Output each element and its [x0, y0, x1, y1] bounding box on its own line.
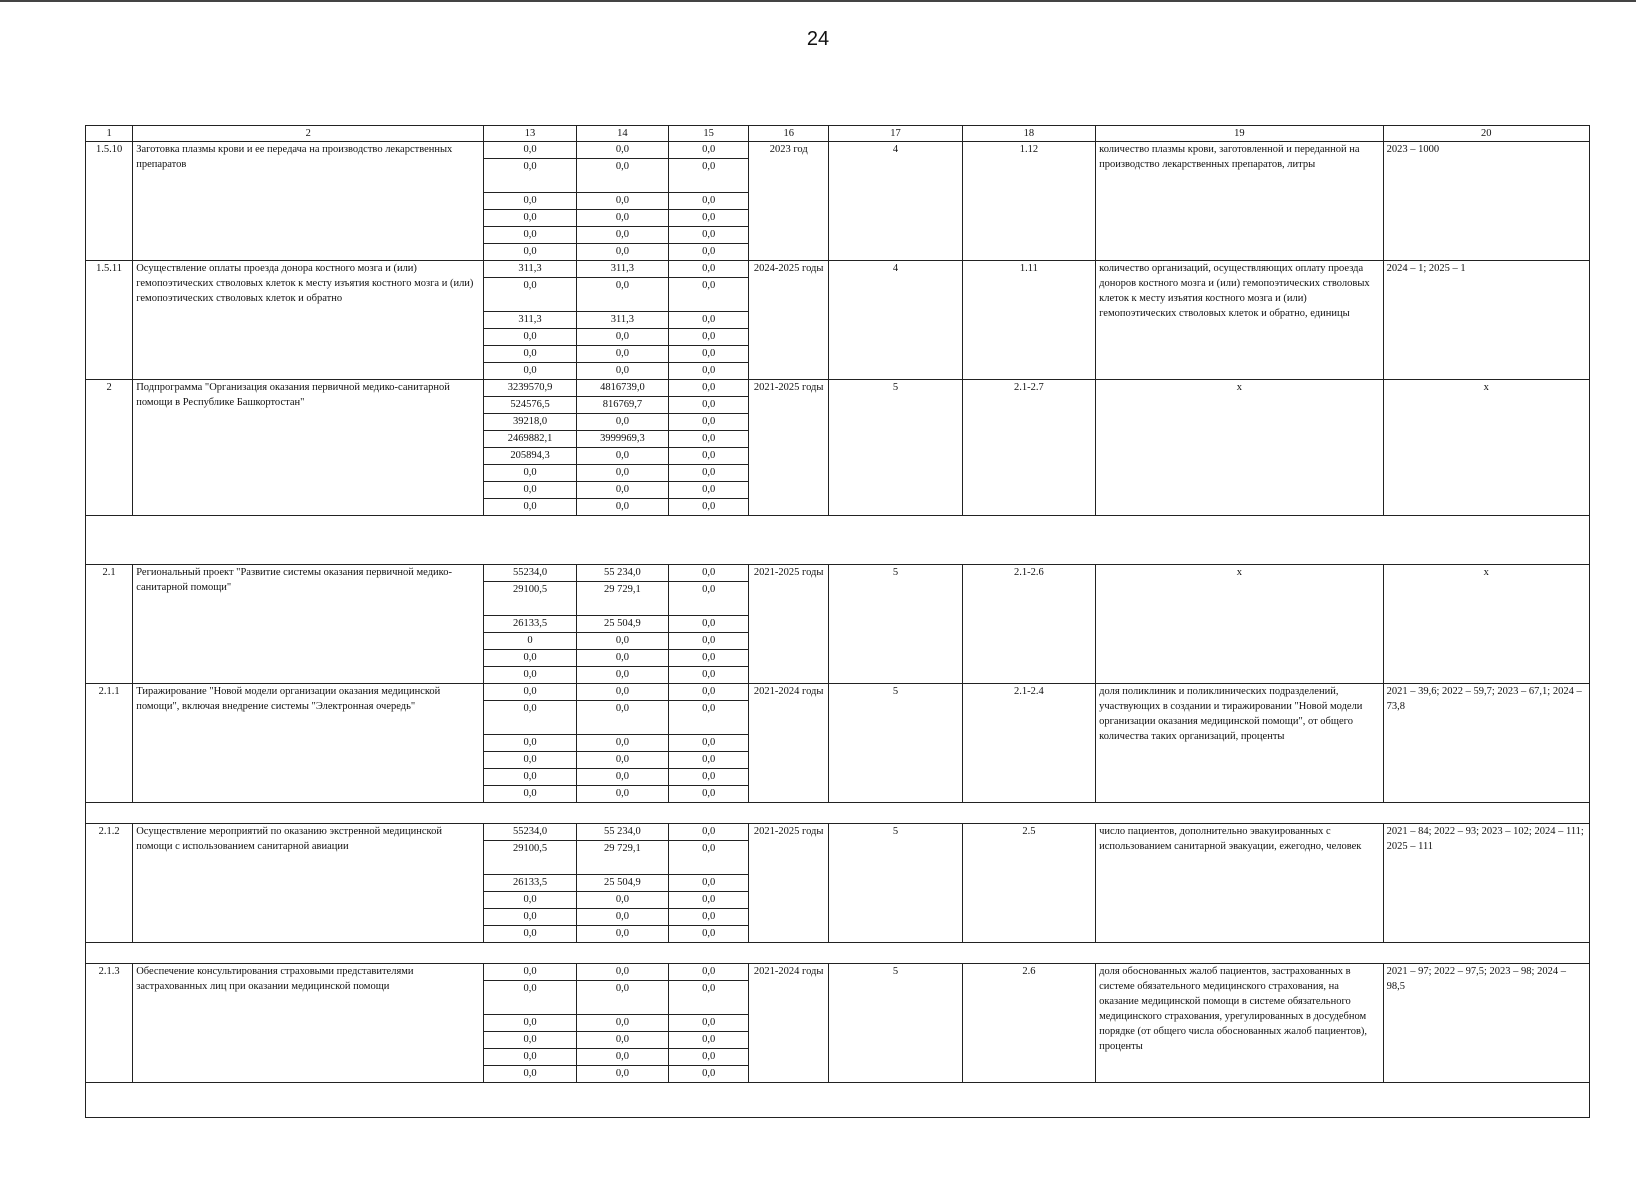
amount-cell: 0,0: [484, 210, 576, 227]
column-18-cell: 2.1-2.4: [962, 684, 1095, 803]
amount-cell: 0,0: [669, 701, 749, 735]
amount-cell: 0,0: [484, 142, 576, 159]
amount-cell: 0,0: [484, 363, 576, 380]
amount-cell: 0,0: [669, 499, 749, 516]
period-cell: 2021-2024 годы: [749, 684, 829, 803]
amount-cell: 816769,7: [576, 397, 668, 414]
page-number: 24: [806, 28, 830, 50]
amount-cell: 29 729,1: [576, 582, 668, 616]
column-17-cell: 4: [829, 261, 962, 380]
amount-cell: 0,0: [669, 824, 749, 841]
amount-cell: 0,0: [669, 752, 749, 769]
amount-cell: 0,0: [669, 1032, 749, 1049]
item-name: Заготовка плазмы крови и ее передача на производство лекарственных препаратов: [133, 142, 484, 261]
amount-cell: 0,0: [484, 499, 576, 516]
column-18-cell: 2.1-2.7: [962, 380, 1095, 516]
amount-cell: 0,0: [576, 210, 668, 227]
amount-cell: 0,0: [576, 278, 668, 312]
header-cell: 16: [749, 126, 829, 142]
amount-cell: 0,0: [669, 565, 749, 582]
amount-cell: 0,0: [484, 735, 576, 752]
spacer-row: [86, 803, 1590, 824]
amount-cell: 0,0: [576, 193, 668, 210]
amount-cell: 0,0: [484, 159, 576, 193]
amount-cell: 0,0: [669, 582, 749, 616]
item-code: 2.1.2: [86, 824, 133, 943]
item-name: Осуществление мероприятий по оказанию экстренной медицинской помощи с использованием санитарной авиации: [133, 824, 484, 943]
amount-cell: 0,0: [576, 159, 668, 193]
column-18-cell: 1.11: [962, 261, 1095, 380]
amount-cell: 0,0: [576, 926, 668, 943]
column-17-cell: 5: [829, 565, 962, 684]
item-code: 2.1.1: [86, 684, 133, 803]
table-row: [86, 261, 1590, 278]
amount-cell: 39218,0: [484, 414, 576, 431]
amount-cell: 0,0: [576, 633, 668, 650]
amount-cell: 0,0: [576, 667, 668, 684]
amount-cell: 25 504,9: [576, 875, 668, 892]
amount-cell: 0,0: [484, 1049, 576, 1066]
spacer-cell: [86, 1083, 1590, 1118]
amount-cell: 55234,0: [484, 824, 576, 841]
amount-cell: 0,0: [669, 244, 749, 261]
amount-cell: 0,0: [484, 981, 576, 1015]
amount-cell: 0,0: [576, 786, 668, 803]
period-cell: 2021-2025 годы: [749, 380, 829, 516]
spacer-row: [86, 943, 1590, 964]
amount-cell: 0,0: [669, 684, 749, 701]
spacer-cell: [86, 803, 1590, 824]
spacer-cell: [86, 943, 1590, 964]
amount-cell: 0,0: [484, 329, 576, 346]
amount-cell: 524576,5: [484, 397, 576, 414]
table-row: [86, 964, 1590, 981]
amount-cell: 0,0: [669, 465, 749, 482]
period-cell: 2024-2025 годы: [749, 261, 829, 380]
amount-cell: 25 504,9: [576, 616, 668, 633]
table-row: [86, 824, 1590, 841]
amount-cell: 0,0: [576, 769, 668, 786]
amount-cell: 0,0: [484, 650, 576, 667]
table-row: [86, 565, 1590, 582]
header-cell: 20: [1383, 126, 1589, 142]
amount-cell: 0,0: [669, 650, 749, 667]
amount-cell: 0,0: [669, 431, 749, 448]
amount-cell: 0,0: [669, 363, 749, 380]
column-17-cell: 5: [829, 824, 962, 943]
indicator-cell: число пациентов, дополнительно эвакуированных с использованием санитарной эвакуации, ежегодно, человек: [1096, 824, 1383, 943]
amount-cell: 0,0: [669, 193, 749, 210]
amount-cell: 0,0: [484, 465, 576, 482]
amount-cell: 0,0: [576, 1049, 668, 1066]
amount-cell: 0,0: [669, 892, 749, 909]
indicator-cell: х: [1096, 380, 1383, 516]
target-value-cell: 2021 – 84; 2022 – 93; 2023 – 102; 2024 – 111; 2025 – 111: [1383, 824, 1589, 943]
amount-cell: 0,0: [669, 964, 749, 981]
header-cell: 1: [86, 126, 133, 142]
column-17-cell: 5: [829, 380, 962, 516]
column-17-cell: 5: [829, 684, 962, 803]
amount-cell: 0,0: [669, 482, 749, 499]
period-cell: 2023 год: [749, 142, 829, 261]
amount-cell: 0,0: [669, 278, 749, 312]
target-value-cell: х: [1383, 380, 1589, 516]
amount-cell: 29100,5: [484, 841, 576, 875]
amount-cell: 311,3: [576, 261, 668, 278]
amount-cell: 0,0: [669, 1066, 749, 1083]
amount-cell: 0,0: [576, 735, 668, 752]
amount-cell: 311,3: [576, 312, 668, 329]
amount-cell: 55234,0: [484, 565, 576, 582]
item-name: Осуществление оплаты проезда донора костного мозга и (или) гемопоэтических стволовых клеток к месту изъятия костного мозга и (или) гемопоэтических стволовых клеток и обратно: [133, 261, 484, 380]
item-name: Подпрограмма "Организация оказания первичной медико-санитарной помощи в Республике Башкортостан": [133, 380, 484, 516]
amount-cell: 0,0: [576, 346, 668, 363]
amount-cell: 0,0: [669, 926, 749, 943]
amount-cell: 0,0: [484, 346, 576, 363]
amount-cell: 0,0: [484, 769, 576, 786]
amount-cell: 0,0: [669, 667, 749, 684]
target-value-cell: 2021 – 97; 2022 – 97,5; 2023 – 98; 2024 – 98,5: [1383, 964, 1589, 1083]
measures-table-sheet: [85, 125, 1590, 1118]
indicator-cell: количество организаций, осуществляющих оплату проезда доноров костного мозга и (или) гемопоэтических стволовых клеток к месту изъятия костного мозга и (или) гемопоэтических стволовых клеток и обратно, единицы: [1096, 261, 1383, 380]
amount-cell: 0,0: [669, 261, 749, 278]
amount-cell: 0,0: [484, 667, 576, 684]
measures-table: [85, 125, 1590, 1118]
amount-cell: 0,0: [669, 633, 749, 650]
table-row: [86, 684, 1590, 701]
amount-cell: 0,0: [669, 1049, 749, 1066]
amount-cell: 0,0: [669, 841, 749, 875]
header-cell: 18: [962, 126, 1095, 142]
amount-cell: 55 234,0: [576, 824, 668, 841]
amount-cell: 26133,5: [484, 616, 576, 633]
amount-cell: 0,0: [669, 1015, 749, 1032]
target-value-cell: 2021 – 39,6; 2022 – 59,7; 2023 – 67,1; 2024 – 73,8: [1383, 684, 1589, 803]
period-cell: 2021-2025 годы: [749, 565, 829, 684]
amount-cell: 0,0: [669, 210, 749, 227]
top-rule: [0, 0, 1636, 2]
target-value-cell: х: [1383, 565, 1589, 684]
period-cell: 2021-2024 годы: [749, 964, 829, 1083]
amount-cell: 0,0: [576, 448, 668, 465]
amount-cell: 0,0: [669, 909, 749, 926]
spacer-row: [86, 516, 1590, 565]
column-18-cell: 2.6: [962, 964, 1095, 1083]
amount-cell: 0,0: [576, 650, 668, 667]
amount-cell: 0,0: [669, 159, 749, 193]
amount-cell: 0,0: [576, 329, 668, 346]
amount-cell: 0,0: [669, 346, 749, 363]
item-code: 2: [86, 380, 133, 516]
item-code: 2.1.3: [86, 964, 133, 1083]
amount-cell: 0,0: [484, 244, 576, 261]
amount-cell: 0,0: [576, 1032, 668, 1049]
amount-cell: 0,0: [576, 909, 668, 926]
amount-cell: 0,0: [669, 735, 749, 752]
amount-cell: 29 729,1: [576, 841, 668, 875]
item-name: Тиражирование "Новой модели организации оказания медицинской помощи", включая внедрение системы "Электронная очередь": [133, 684, 484, 803]
item-code: 1.5.11: [86, 261, 133, 380]
header-cell: 15: [669, 126, 749, 142]
amount-cell: 0,0: [576, 363, 668, 380]
period-cell: 2021-2025 годы: [749, 824, 829, 943]
amount-cell: 0,0: [484, 1032, 576, 1049]
item-name: Региональный проект "Развитие системы оказания первичной медико-санитарной помощи": [133, 565, 484, 684]
amount-cell: 55 234,0: [576, 565, 668, 582]
item-name: Обеспечение консультирования страховыми представителями застрахованных лиц при оказании медицинской помощи: [133, 964, 484, 1083]
header-cell: 2: [133, 126, 484, 142]
amount-cell: 0,0: [669, 448, 749, 465]
amount-cell: 0,0: [576, 414, 668, 431]
amount-cell: 0,0: [576, 1066, 668, 1083]
header-row: [86, 126, 1590, 142]
amount-cell: 0,0: [576, 244, 668, 261]
amount-cell: 0,0: [669, 227, 749, 244]
amount-cell: 3999969,3: [576, 431, 668, 448]
amount-cell: 4816739,0: [576, 380, 668, 397]
amount-cell: 0,0: [669, 769, 749, 786]
amount-cell: 0,0: [484, 964, 576, 981]
header-cell: 13: [484, 126, 576, 142]
indicator-cell: количество плазмы крови, заготовленной и переданной на производство лекарственных препаратов, литры: [1096, 142, 1383, 261]
indicator-cell: х: [1096, 565, 1383, 684]
amount-cell: 0,0: [669, 397, 749, 414]
amount-cell: 0,0: [484, 193, 576, 210]
amount-cell: 0,0: [669, 875, 749, 892]
amount-cell: 0,0: [484, 1066, 576, 1083]
amount-cell: 0,0: [576, 227, 668, 244]
column-17-cell: 5: [829, 964, 962, 1083]
amount-cell: 0,0: [484, 278, 576, 312]
table-row: [86, 142, 1590, 159]
amount-cell: 0,0: [669, 329, 749, 346]
amount-cell: 0,0: [484, 892, 576, 909]
amount-cell: 0,0: [484, 1015, 576, 1032]
amount-cell: 0,0: [576, 1015, 668, 1032]
amount-cell: 0,0: [484, 926, 576, 943]
amount-cell: 0,0: [576, 981, 668, 1015]
measures-table-body: [86, 126, 1590, 1118]
amount-cell: 26133,5: [484, 875, 576, 892]
target-value-cell: 2024 – 1; 2025 – 1: [1383, 261, 1589, 380]
amount-cell: 0,0: [669, 414, 749, 431]
header-cell: 19: [1096, 126, 1383, 142]
amount-cell: 0,0: [576, 701, 668, 735]
amount-cell: 0,0: [484, 227, 576, 244]
amount-cell: 0,0: [484, 752, 576, 769]
amount-cell: 311,3: [484, 261, 576, 278]
amount-cell: 0,0: [484, 684, 576, 701]
amount-cell: 0,0: [576, 142, 668, 159]
indicator-cell: доля обоснованных жалоб пациентов, застрахованных в системе обязательного медицинского страхования, на оказание медицинской помощи в системе обязательного медицинского страхования, урегулированных в досудебном порядке (от общего числа обоснованных жалоб пациентов), проценты: [1096, 964, 1383, 1083]
amount-cell: 205894,3: [484, 448, 576, 465]
column-18-cell: 2.1-2.6: [962, 565, 1095, 684]
spacer-row: [86, 1083, 1590, 1118]
amount-cell: 0,0: [576, 892, 668, 909]
header-cell: 17: [829, 126, 962, 142]
amount-cell: 0,0: [484, 701, 576, 735]
amount-cell: 0,0: [484, 909, 576, 926]
amount-cell: 0,0: [669, 380, 749, 397]
amount-cell: 0,0: [669, 981, 749, 1015]
amount-cell: 29100,5: [484, 582, 576, 616]
table-row: [86, 380, 1590, 397]
amount-cell: 0,0: [576, 482, 668, 499]
amount-cell: 0,0: [669, 786, 749, 803]
amount-cell: 0: [484, 633, 576, 650]
amount-cell: 0,0: [576, 684, 668, 701]
amount-cell: 0,0: [484, 786, 576, 803]
amount-cell: 0,0: [669, 312, 749, 329]
header-cell: 14: [576, 126, 668, 142]
amount-cell: 0,0: [576, 752, 668, 769]
amount-cell: 2469882,1: [484, 431, 576, 448]
amount-cell: 0,0: [669, 142, 749, 159]
target-value-cell: 2023 – 1000: [1383, 142, 1589, 261]
item-code: 2.1: [86, 565, 133, 684]
column-18-cell: 1.12: [962, 142, 1095, 261]
spacer-cell: [86, 516, 1590, 565]
column-17-cell: 4: [829, 142, 962, 261]
amount-cell: 311,3: [484, 312, 576, 329]
amount-cell: 0,0: [576, 499, 668, 516]
amount-cell: 0,0: [576, 465, 668, 482]
item-code: 1.5.10: [86, 142, 133, 261]
column-18-cell: 2.5: [962, 824, 1095, 943]
amount-cell: 0,0: [576, 964, 668, 981]
amount-cell: 0,0: [484, 482, 576, 499]
amount-cell: 3239570,9: [484, 380, 576, 397]
indicator-cell: доля поликлиник и поликлинических подразделений, участвующих в создании и тиражировании "Новой модели организации оказания медицинской помощи", от общего количества таких организаций, проценты: [1096, 684, 1383, 803]
amount-cell: 0,0: [669, 616, 749, 633]
